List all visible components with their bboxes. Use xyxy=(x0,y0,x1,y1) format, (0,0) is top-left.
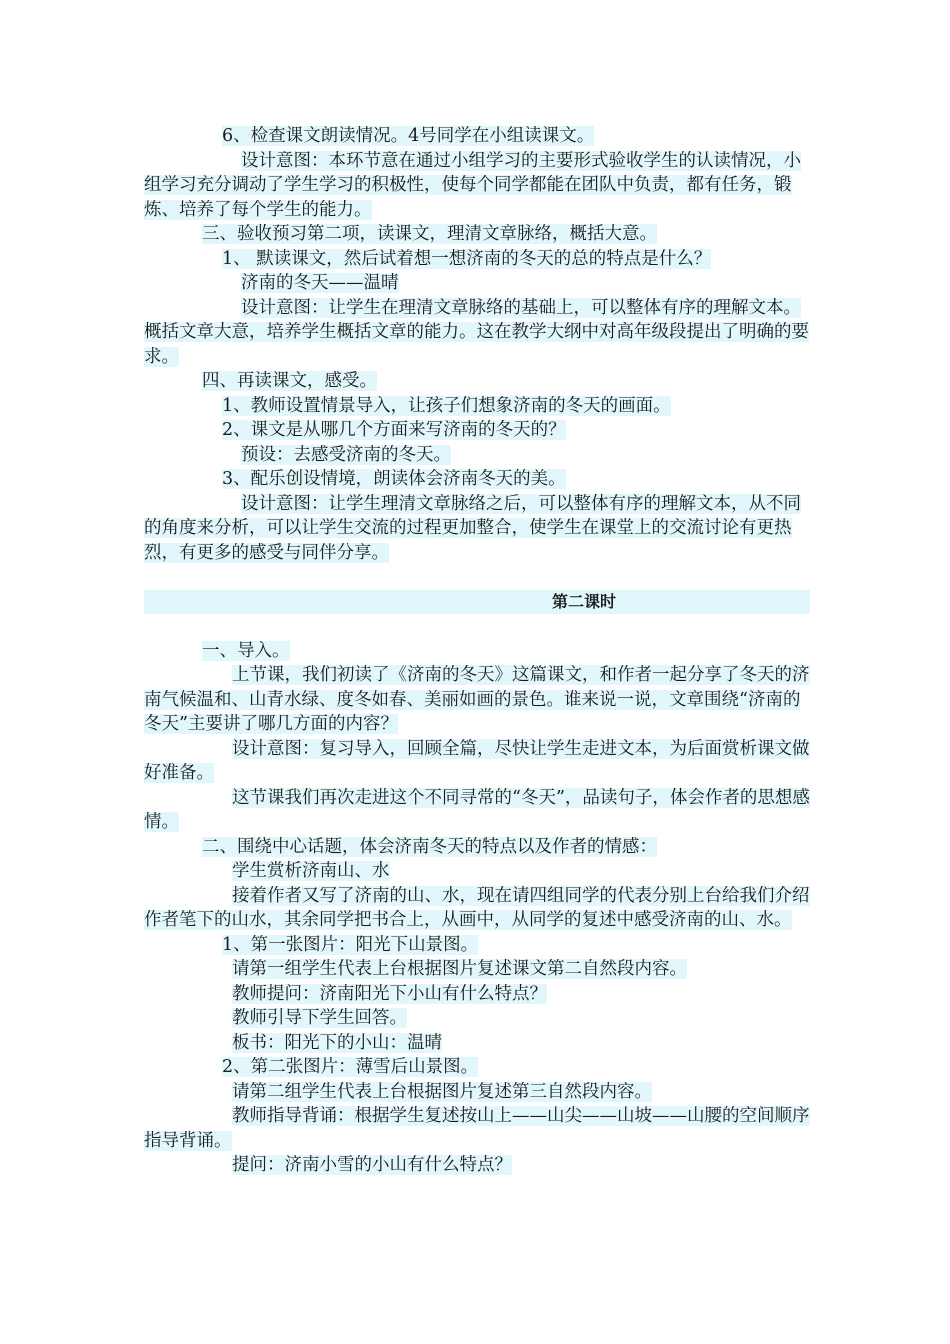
paragraph-text: 四、再读课文，感受。 xyxy=(202,371,377,391)
paragraph-text: 预设：去感受济南的冬天。 xyxy=(241,444,451,465)
paragraph xyxy=(144,835,810,860)
paragraph-text: 接着作者又写了济南的山、水，现在请四组同学的代表分别上台给我们介绍作者笔下的山水，其余同学把书合上，从画中，从同学的复述中感受济南的山、水。 xyxy=(144,885,810,930)
paragraph xyxy=(144,394,810,419)
paragraph xyxy=(144,467,810,492)
paragraph xyxy=(144,737,810,786)
paragraph xyxy=(144,149,810,223)
paragraph xyxy=(144,124,810,149)
paragraph-text: 请第二组学生代表上台根据图片复述第三自然段内容。 xyxy=(232,1081,652,1102)
paragraph xyxy=(144,443,810,468)
paragraph-text: 学生赏析济南山、水 xyxy=(232,861,390,881)
paragraph-text: 板书：阳光下的小山：温晴 xyxy=(232,1032,442,1053)
paragraph xyxy=(144,663,810,737)
document-body xyxy=(144,124,810,1178)
paragraph xyxy=(144,639,810,664)
paragraph-text: 济南的冬天——温晴 xyxy=(241,273,399,293)
paragraph xyxy=(144,786,810,835)
paragraph-text: 1、教师设置情景导入，让孩子们想象济南的冬天的画面。 xyxy=(222,395,671,416)
paragraph-text: 一、导入。 xyxy=(202,640,290,661)
paragraph xyxy=(144,957,810,982)
paragraph-text: 1、 默读课文，然后试着想一想济南的冬天的总的特点是什么？ xyxy=(222,248,712,269)
paragraph-text: 请第一组学生代表上台根据图片复述课文第二自然段内容。 xyxy=(232,959,687,979)
paragraph xyxy=(144,296,810,370)
paragraph-text: 设计意图：复习导入，回顾全篇，尽快让学生走进文本，为后面赏析课文做好准备。 xyxy=(144,738,810,783)
paragraph xyxy=(144,247,810,272)
paragraph xyxy=(144,933,810,958)
paragraph xyxy=(144,884,810,933)
section-lesson-one-end xyxy=(144,124,810,565)
paragraph xyxy=(144,982,810,1007)
blank-line xyxy=(144,565,810,590)
section-lesson-two xyxy=(144,639,810,1178)
paragraph-text: 二、围绕中心话题，体会济南冬天的特点以及作者的情感： xyxy=(202,836,657,857)
paragraph-text: 6、检查课文朗读情况。4号同学在小组读课文。 xyxy=(222,126,595,146)
paragraph xyxy=(144,1153,810,1178)
paragraph-text: 3、配乐创设情境，朗读体会济南冬天的美。 xyxy=(222,469,566,489)
paragraph-text: 教师指导背诵：根据学生复述按山上——山尖——山坡——山腰的空间顺序指导背诵。 xyxy=(144,1106,810,1151)
paragraph-text: 2、第二张图片：薄雪后山景图。 xyxy=(222,1057,479,1077)
paragraph-text: 提问：济南小雪的小山有什么特点？ xyxy=(232,1155,512,1175)
paragraph xyxy=(144,1080,810,1105)
paragraph xyxy=(144,222,810,247)
paragraph-text: 设计意图：本环节意在通过小组学习的主要形式验收学生的认读情况，小组学习充分调动了学生学习的积极性，使每个同学都能在团队中负责，都有任务，锻炼、培养了每个学生的能力。 xyxy=(144,150,801,220)
paragraph xyxy=(144,1031,810,1056)
paragraph xyxy=(144,1104,810,1153)
paragraph xyxy=(144,418,810,443)
paragraph-text: 教师引导下学生回答。 xyxy=(232,1008,407,1028)
paragraph-text: 教师提问：济南阳光下小山有什么特点？ xyxy=(232,983,547,1004)
paragraph-text: 1、第一张图片：阳光下山景图。 xyxy=(222,934,479,955)
paragraph-text: 设计意图：让学生在理清文章脉络的基础上，可以整体有序的理解文本。概括文章大意，培养学生概括文章的能力。这在教学大纲中对高年级段提出了明确的要求。 xyxy=(144,297,809,367)
paragraph xyxy=(144,1006,810,1031)
blank-line xyxy=(144,614,810,639)
paragraph xyxy=(144,1055,810,1080)
paragraph-text: 设计意图：让学生理清文章脉络之后，可以整体有序的理解文本，从不同的角度来分析，可以让学生交流的过程更加整合，使学生在课堂上的交流讨论有更热烈，有更多的感受与同伴分享。 xyxy=(144,493,801,563)
paragraph-text: 2、课文是从哪几个方面来写济南的冬天的？ xyxy=(222,420,566,440)
paragraph-text: 上节课，我们初读了《济南的冬天》这篇课文，和作者一起分享了冬天的济南气候温和、山青水绿、度冬如春、美丽如画的景色。谁来说一说，文章围绕“济南的冬天”主要讲了哪几方面的内容？ xyxy=(144,665,810,734)
paragraph-text: 三、验收预习第二项，读课文，理清文章脉络，概括大意。 xyxy=(202,224,657,244)
paragraph xyxy=(144,492,810,566)
lesson-heading-text: 第二课时 xyxy=(551,591,616,611)
paragraph xyxy=(144,859,810,884)
paragraph-text: 这节课我们再次走进这个不同寻常的“冬天”，品读句子，体会作者的思想感情。 xyxy=(144,787,810,832)
paragraph xyxy=(144,369,810,394)
paragraph xyxy=(144,271,810,296)
lesson-heading xyxy=(144,590,810,615)
